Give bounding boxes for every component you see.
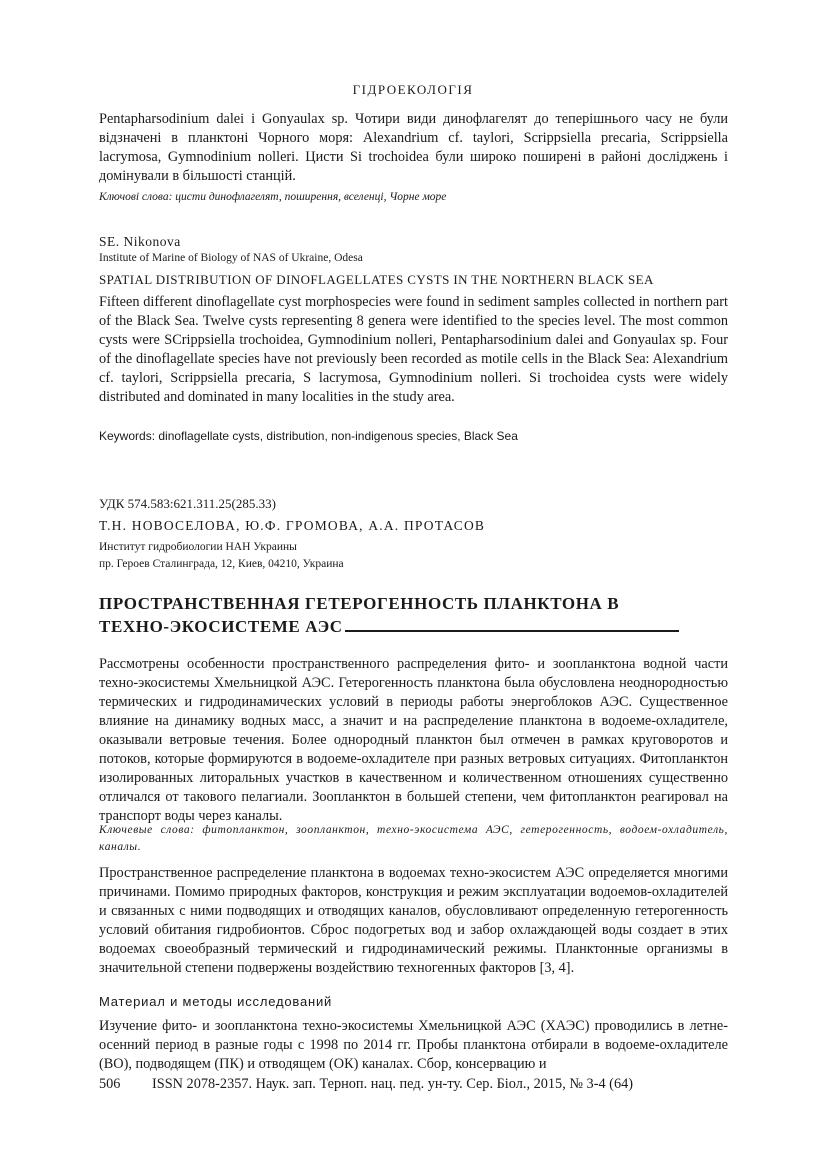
ru-title-line-1: ПРОСТРАНСТВЕННАЯ ГЕТЕРОГЕННОСТЬ ПЛАНКТОНА В <box>99 594 620 613</box>
ru-keywords: Ключевые слова: фитопланктон, зоопланктон, техно-экосистема АЭС, гетерогенность, водоем-охладитель, каналы. <box>99 824 728 853</box>
ru-authors: Т.Н. НОВОСЕЛОВА, Ю.Ф. ГРОМОВА, А.А. ПРОТАСОВ <box>99 518 486 533</box>
methods-paragraph: Изучение фито- и зоопланктона техно-экосистемы Хмельницкой АЭС (ХАЭС) проводились в летне-осенний период в разные годы с 1998 по 2014 гг. Пробы планктона отбирали в водоеме-охладителе (ВО), подводящем (ПК) и отводящем (ОК) каналах. Сбор, консервацию и <box>99 1018 728 1072</box>
running-header: ГІДРОЕКОЛОГІЯ <box>352 82 474 97</box>
ru-title-line-2 <box>99 615 739 638</box>
ua-keywords: Ключові слова: цисти динофлагелят, поширення, вселенці, Чорне море <box>99 191 447 203</box>
title-underline <box>345 616 679 632</box>
en-abstract: Fifteen different dinoflagellate cyst morphospecies were found in sediment samples collected in northern part of the Black Sea. Twelve cysts representing 8 genera were identified to the species level. The most common cysts were SCrippsiella trochoidea, Gymnodinium nolleri, Pentapharsodinium dalei and Gonyaulax sp. Four of the dinoflagellate species have not previously been recorded as motile cells in the Black Sea: Alexandrium cf. taylori, Scrippsiella precaria, S lacrymosa, Gymnodinium nolleri. Si trochoidea cysts were widely distributed and dominated in many localities in the study area. <box>99 294 728 405</box>
en-author: SE. Nikonova <box>99 234 181 249</box>
ru-institute-address: пр. Героев Сталинграда, 12, Киев, 04210, Украина <box>99 558 344 570</box>
en-article-title: SPATIAL DISTRIBUTION OF DINOFLAGELLATES CYSTS IN THE NORTHERN BLACK SEA <box>99 272 654 287</box>
ru-institute-name: Институт гидробиологии НАН Украины <box>99 541 297 553</box>
ru-article-title <box>99 592 739 638</box>
ru-title-line-2-text: ТЕХНО-ЭКОСИСТЕМЕ АЭС <box>99 617 343 636</box>
section-heading: Материал и методы исследований <box>99 994 333 1009</box>
ua-abstract-continuation: Pentapharsodinium dalei і Gonyaulax sp. Чотири види динофлагелят до теперішнього часу не були відзначені в планктоні Чорного моря: Alexandrium cf. taylori, Scrippsiella precaria, Scrippsiella lacrymosa, Gymnodinium nolleri. Цисти Si trochoidea були широко поширені в районі досліджень і домінували в більшості станцій. <box>99 111 728 184</box>
intro-paragraph: Пространственное распределение планктона в водоемах техно-экосистем АЭС определяется многими причинами. Помимо природных факторов, конструкция и режим эксплуатации водоемов-охладителей и связанных с ними подводящих и отводящих каналов, обусловливают определенную гетерогенность условий обитания гидробионтов. Сброс подогретых вод и забор охлаждающей воды создает в этих водоемах своеобразный термический и гидродинамический режимы. Планктонные организмы в значительной степени подвержены воздействию техногенных факторов [3, 4]. <box>99 865 728 976</box>
udc-code: УДК 574.583:621.311.25(285.33) <box>99 496 276 511</box>
journal-citation: ISSN 2078-2357. Наук. зап. Терноп. нац. пед. ун-ту. Сер. Біол., 2015, № 3-4 (64) <box>152 1076 634 1092</box>
en-institute: Institute of Marine of Biology of NAS of Ukraine, Odesa <box>99 252 363 264</box>
en-keywords: Keywords: dinoflagellate cysts, distribution, non-indigenous species, Black Sea <box>99 429 518 443</box>
page-footer <box>99 1076 633 1093</box>
page-number: 506 <box>99 1076 121 1092</box>
ru-abstract: Рассмотрены особенности пространственного распределения фито- и зоопланктона водной части техно-экосистемы Хмельницкой АЭС. Гетерогенность планктона была обусловлена неоднородностью термических и гидродинамических условий в периоды работы энергоблоков АЭС. Существенное влияние на динамику водных масс, а значит и на распределение планктона в водоеме-охладителе, оказывали ветровые течения. Более однородный планктон был отмечен в рамках круговоротов и потоков, которые формируются в водоеме-охладителе при разных ветровых ситуациях. Фитопланктон изолированных литоральных участков в качественном и количественном отношениях существенно отличался от такового пелагиали. Зоопланктон в большей степени, чем фитопланктон реагировал на транспорт воды через каналы. <box>99 656 728 824</box>
